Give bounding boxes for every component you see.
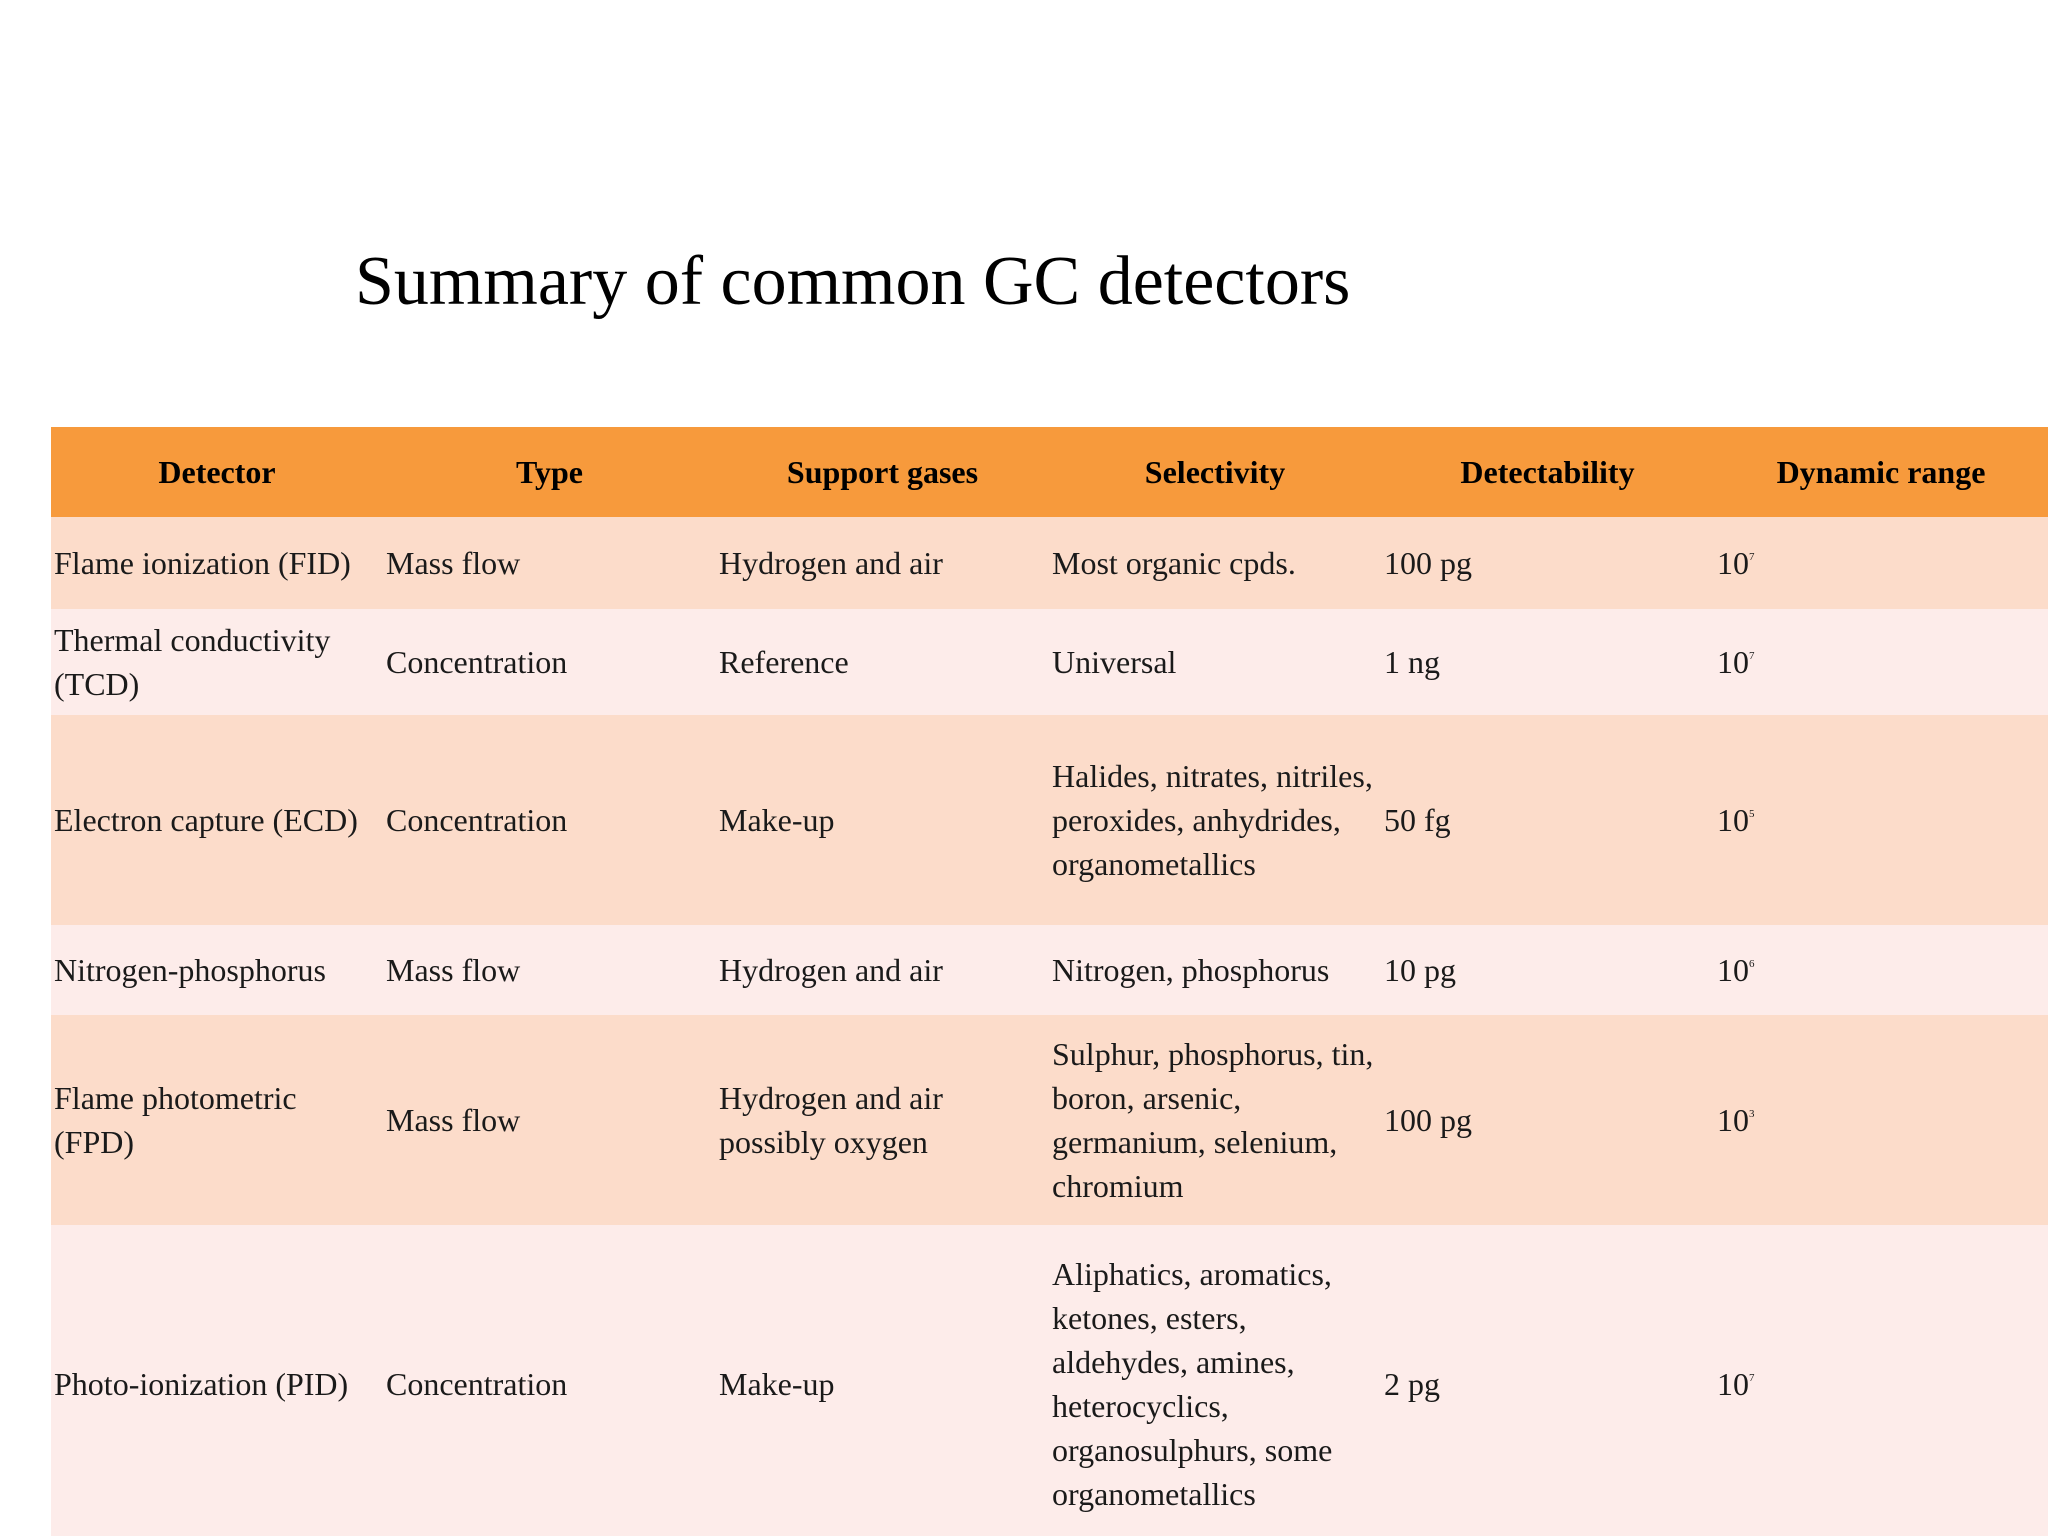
cell-dynamic-range xyxy=(1714,517,2048,609)
table-row xyxy=(51,1225,2048,1536)
cell-support-gases: Hydrogen and air possibly oxygen xyxy=(716,1015,1049,1225)
header-dynamic-range: Dynamic range xyxy=(1714,427,2048,517)
cell-type: Concentration xyxy=(383,715,716,925)
cell-detector: Electron capture (ECD) xyxy=(51,715,383,925)
cell-detectability: 1 ng xyxy=(1381,609,1714,715)
header-selectivity: Selectivity xyxy=(1049,427,1381,517)
cell-dynamic-range xyxy=(1714,609,2048,715)
range-exponent: 5 xyxy=(1749,808,1755,820)
cell-selectivity: Halides, nitrates, nitriles, peroxides, anhydrides, organometallics xyxy=(1049,715,1381,925)
cell-detector: Photo-ionization (PID) xyxy=(51,1225,383,1536)
header-type: Type xyxy=(383,427,716,517)
table-row xyxy=(51,609,2048,715)
range-exponent: 7 xyxy=(1749,551,1755,563)
page-title: Summary of common GC detectors xyxy=(355,243,1351,320)
cell-detectability: 100 pg xyxy=(1381,1015,1714,1225)
cell-dynamic-range xyxy=(1714,715,2048,925)
table-row xyxy=(51,517,2048,609)
range-base: 10 xyxy=(1717,952,1749,988)
cell-type: Concentration xyxy=(383,1225,716,1536)
range-exponent: 6 xyxy=(1749,958,1755,970)
cell-detector: Nitrogen-phosphorus xyxy=(51,925,383,1015)
cell-detectability: 10 pg xyxy=(1381,925,1714,1015)
header-support-gases: Support gases xyxy=(716,427,1049,517)
table-row xyxy=(51,925,2048,1015)
cell-selectivity: Universal xyxy=(1049,609,1381,715)
cell-selectivity: Aliphatics, aromatics, ketones, esters, aldehydes, amines, heterocyclics, organosulphurs, some organometallics xyxy=(1049,1225,1381,1536)
cell-dynamic-range xyxy=(1714,1015,2048,1225)
cell-type: Mass flow xyxy=(383,1015,716,1225)
cell-selectivity: Most organic cpds. xyxy=(1049,517,1381,609)
range-exponent: 3 xyxy=(1749,1108,1755,1120)
cell-dynamic-range xyxy=(1714,925,2048,1015)
cell-detector: Thermal conductivity (TCD) xyxy=(51,609,383,715)
cell-selectivity: Sulphur, phosphorus, tin, boron, arsenic, germanium, selenium, chromium xyxy=(1049,1015,1381,1225)
table-header-row xyxy=(51,427,2048,517)
cell-type: Mass flow xyxy=(383,517,716,609)
cell-detectability: 50 fg xyxy=(1381,715,1714,925)
range-base: 10 xyxy=(1717,1102,1749,1138)
cell-support-gases: Reference xyxy=(716,609,1049,715)
range-exponent: 7 xyxy=(1749,650,1755,662)
cell-support-gases: Hydrogen and air xyxy=(716,925,1049,1015)
range-exponent: 7 xyxy=(1749,1372,1755,1384)
range-base: 10 xyxy=(1717,802,1749,838)
cell-selectivity: Nitrogen, phosphorus xyxy=(1049,925,1381,1015)
cell-support-gases: Make-up xyxy=(716,715,1049,925)
header-detectability: Detectability xyxy=(1381,427,1714,517)
cell-detector: Flame ionization (FID) xyxy=(51,517,383,609)
cell-support-gases: Hydrogen and air xyxy=(716,517,1049,609)
cell-detectability: 100 pg xyxy=(1381,517,1714,609)
cell-detectability: 2 pg xyxy=(1381,1225,1714,1536)
header-detector: Detector xyxy=(51,427,383,517)
range-base: 10 xyxy=(1717,1366,1749,1402)
cell-type: Mass flow xyxy=(383,925,716,1015)
cell-detector: Flame photometric (FPD) xyxy=(51,1015,383,1225)
cell-type: Concentration xyxy=(383,609,716,715)
cell-dynamic-range xyxy=(1714,1225,2048,1536)
cell-support-gases: Make-up xyxy=(716,1225,1049,1536)
range-base: 10 xyxy=(1717,545,1749,581)
detector-summary-table xyxy=(51,427,2048,1536)
range-base: 10 xyxy=(1717,644,1749,680)
table-row xyxy=(51,1015,2048,1225)
table-row xyxy=(51,715,2048,925)
